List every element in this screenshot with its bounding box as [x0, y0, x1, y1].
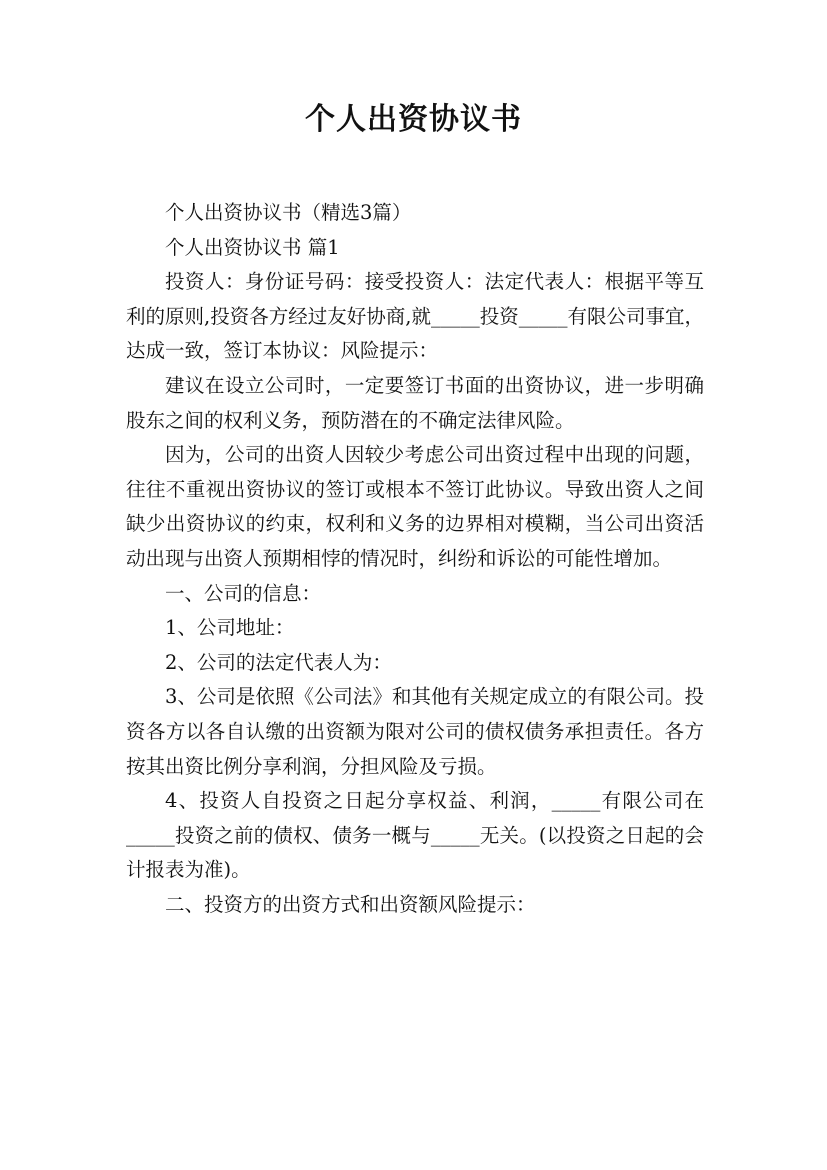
paragraph-section-heading: 个人出资协议书 篇1 — [165, 235, 340, 259]
paragraph-risk-advice: 建议在设立公司时，一定要签订书面的出资协议，进一步明确股东之间的权利义务，预防潜在的不确定法律风险。 — [126, 373, 704, 432]
paragraph-legal-representative: 2、公司的法定代表人为： — [165, 650, 392, 674]
paragraph-collection-heading: 个人出资协议书（精选3篇） — [165, 201, 412, 224]
paragraph-reason: 因为，公司的出资人因较少考虑公司出资过程中出现的问题，往往不重视出资协议的签订或根本不签订此协议。导致出资人之间缺少出资协议的约束，权利和义务的边界相对模糊，当公司出资活动出现与出资人预期相悖的情况时，纠纷和诉讼的可能性增加。 — [126, 443, 704, 570]
paragraph-company-address: 1、公司地址： — [165, 616, 295, 640]
paragraph-investment-method-heading: 二、投资方的出资方式和出资额风险提示： — [165, 892, 536, 916]
paragraph-company-info-heading: 一、公司的信息： — [165, 581, 322, 605]
document-body — [126, 196, 704, 922]
paragraph-company-law: 3、公司是依照《公司法》和其他有关规定成立的有限公司。投资各方以各自认缴的出资额为限对公司的债权债务承担责任。各方按其出资比例分享利润，分担风险及亏损。 — [126, 685, 704, 778]
document-title: 个人出资协议书 — [305, 102, 522, 137]
paragraph-parties: 投资人：身份证号码：接受投资人：法定代表人：根据平等互利的原则,投资各方经过友好协商,就_____投资_____有限公司事宜，达成一致，签订本协议：风险提示： — [126, 270, 704, 363]
paragraph-profit-sharing: 4、投资人自投资之日起分享权益、利润，_____有限公司在_____投资之前的债权、债务一概与_____无关。(以投资之日起的会计报表为准)。 — [126, 789, 704, 882]
